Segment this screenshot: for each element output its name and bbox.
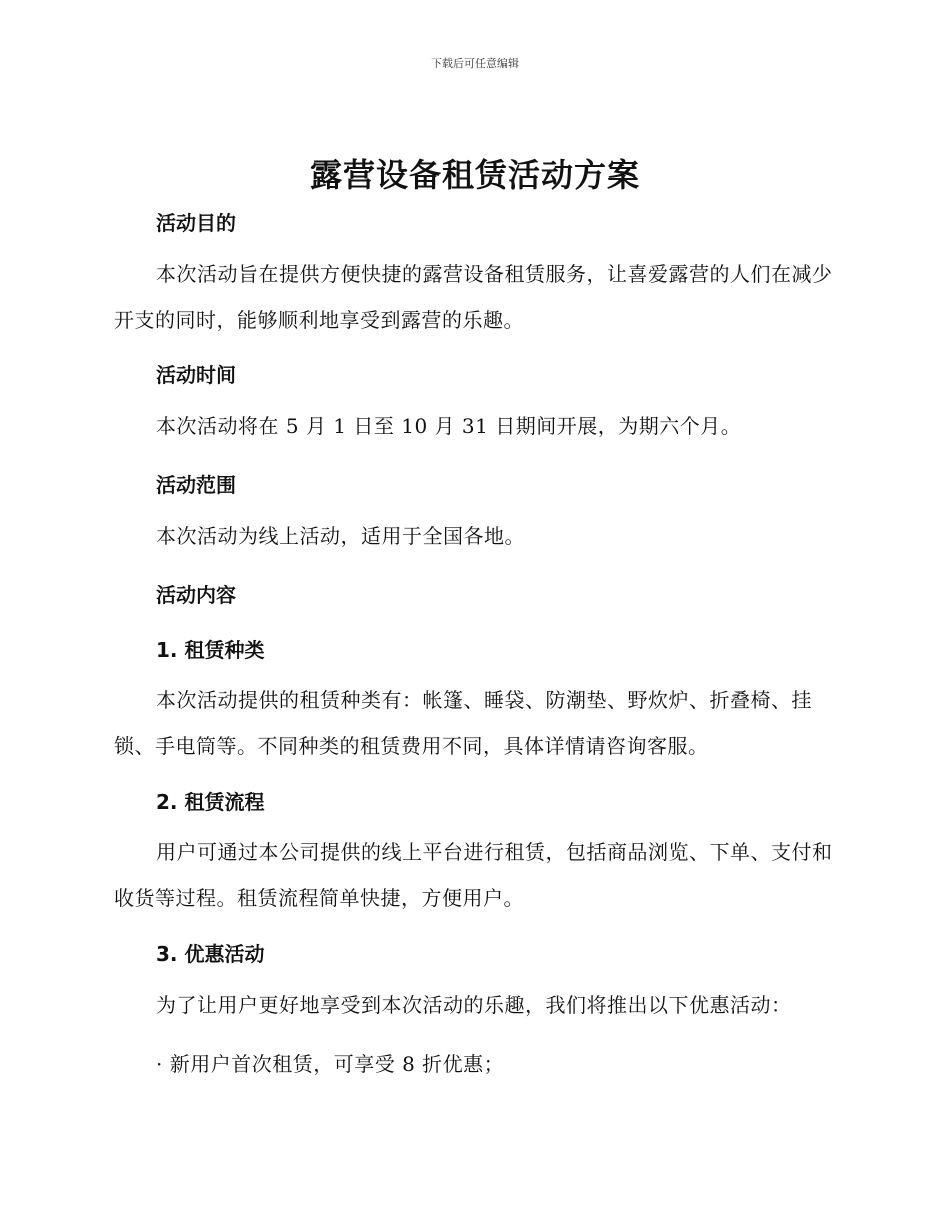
header-note: 下载后可任意编辑: [431, 57, 519, 70]
page-title: 露营设备租赁活动方案: [309, 156, 640, 194]
item2-paragraph: 用户可通过本公司提供的线上平台进行租赁，包括商品浏览、下单、支付和收货等过程。租赁流程简单快捷，方便用户。: [114, 840, 833, 910]
time-paragraph: 本次活动将在 5 月 1 日至 10 月 31 日期间开展，为期六个月。: [156, 414, 742, 438]
bullet-item: · 新用户首次租赁，可享受 8 折优惠；: [156, 1052, 505, 1076]
purpose-paragraph: 本次活动旨在提供方便快捷的露营设备租赁服务，让喜爱露营的人们在减少开支的同时，能够顺利地享受到露营的乐趣。: [114, 262, 833, 332]
item1-paragraph: 本次活动提供的租赁种类有：帐篷、睡袋、防潮垫、野炊炉、折叠椅、挂锁、手电筒等。不同种类的租赁费用不同，具体详情请咨询客服。: [114, 688, 812, 758]
item3-heading: 3. 优惠活动: [156, 942, 265, 966]
item1-heading: 1. 租赁种类: [156, 638, 265, 662]
item3-paragraph: 为了让用户更好地享受到本次活动的乐趣，我们将推出以下优惠活动：: [156, 993, 792, 1017]
scope-heading: 活动范围: [156, 473, 236, 497]
time-heading: 活动时间: [156, 363, 236, 387]
purpose-heading: 活动目的: [156, 211, 236, 235]
content-heading: 活动内容: [156, 583, 236, 607]
scope-paragraph: 本次活动为线上活动，适用于全国各地。: [156, 524, 525, 548]
item2-heading: 2. 租赁流程: [156, 790, 265, 814]
